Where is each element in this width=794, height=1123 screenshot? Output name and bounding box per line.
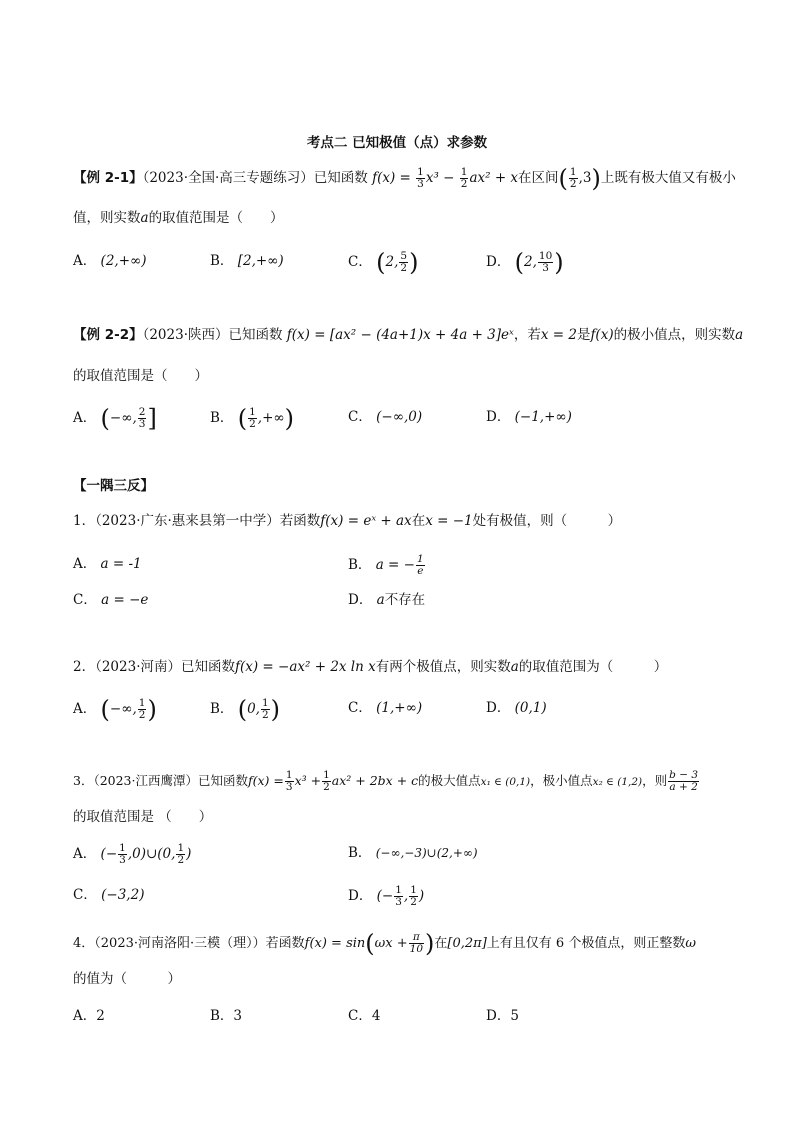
q3-option-d: D． (− $\frac{1}{3}$ , $\frac{1}{2}$ ) bbox=[348, 884, 425, 908]
q1-cond: x = −1 bbox=[425, 513, 473, 529]
q4-line1: 4．（2023·河南洛阳·三模（理））若函数f(x) = sin(ωx + $\frac{\pi}{10}$ )在[0,2π]上有且仅有 6 个极值点，则正整数ω bbox=[73, 929, 696, 958]
q3-option-c: C． (−3,2) bbox=[73, 887, 145, 903]
q2-option-b: B． (0, $\frac{1}{2}$ ) bbox=[210, 695, 281, 724]
q3-c1: x₁ ∈ (0,1) bbox=[480, 776, 531, 788]
q4-option-d: D．5 bbox=[486, 1008, 519, 1024]
q4-number: 4． bbox=[73, 936, 95, 951]
q2-option-c: C． (1,+∞) bbox=[348, 700, 423, 716]
q1-option-a: A． a = -1 bbox=[73, 556, 142, 572]
ex1-source: （2023·全国·高三专题练习）已知函数 bbox=[142, 170, 368, 186]
ex2-mid: ，若 bbox=[513, 327, 541, 343]
q4-interval: [0,2π] bbox=[447, 936, 487, 951]
q4-option-b: B．3 bbox=[210, 1008, 243, 1024]
q1-option-b: B． a = − $\frac{1}{e}$ bbox=[348, 553, 424, 577]
ex2-label: 【例 2-2】 bbox=[73, 327, 143, 343]
q3-option-b: B． (−∞,−3)∪(2,+∞) bbox=[348, 845, 478, 861]
ex2-tail: 的极小值点，则实数 bbox=[613, 327, 736, 343]
q3-source: （2023·江西鹰潭）已知函数 bbox=[93, 773, 248, 788]
ex2-line2: 的取值范围是（ ） bbox=[73, 368, 208, 384]
page-title: 考点二 已知极值（点）求参数 bbox=[306, 135, 488, 151]
ex2-option-b: B． ( $\frac{1}{2}$ ,+∞) bbox=[210, 404, 295, 433]
ex1-a: a bbox=[140, 210, 149, 226]
q4-mid: 在 bbox=[434, 936, 448, 951]
q4-option-a: A．2 bbox=[73, 1008, 105, 1024]
q1-tail: 处有极值，则（ ） bbox=[472, 513, 622, 529]
q3-term1: x³ + bbox=[294, 773, 322, 788]
ex2-expr: f(x) = [ax² − (4a+1)x + 4a + 3]eˣ bbox=[286, 327, 514, 343]
q3-line2: 的取值范围是 （ ） bbox=[73, 809, 213, 825]
ex1-line2 bbox=[73, 208, 284, 228]
q3-t3: ，则 bbox=[642, 773, 668, 788]
q4-option-c: C．4 bbox=[348, 1008, 381, 1024]
ex2-mid2: 是 bbox=[576, 327, 591, 343]
q1-number: 1． bbox=[73, 513, 96, 529]
ex1-line2-tail: 的取值范围是（ ） bbox=[148, 210, 284, 226]
q4-fx: f(x) = sin bbox=[304, 936, 366, 951]
q3-number: 3． bbox=[73, 773, 94, 788]
ex2-fx: f(x) bbox=[590, 327, 614, 343]
q2-source: （2023·河南）已知函数 bbox=[95, 659, 235, 675]
q3-t2: ，极小值点 bbox=[530, 773, 593, 788]
q2-tail: 有两个极值点，则实数 bbox=[375, 659, 511, 675]
ex1-line1: 【例 2-1】（2023·全国·高三专题练习）已知函数 f(x) = $\frac{1}{3}$ x³ − $\frac{1}{2}$ ax² + x在区间( $\frac{1}{2}$ ,3)上既有极大值又有极小 bbox=[73, 164, 736, 193]
ex2-source: （2023·陕西）已知函数 bbox=[142, 327, 283, 343]
section-heading: 【一隅三反】 bbox=[73, 478, 154, 494]
q3-term2: ax² + 2bx + c bbox=[331, 773, 419, 788]
q1-source: （2023·广东·惠来县第一中学）若函数 bbox=[95, 513, 321, 529]
ex1-frac2: $\frac{1}{2}$ bbox=[460, 166, 468, 190]
q4-source: （2023·河南洛阳·三模（理））若函数 bbox=[94, 936, 305, 951]
q2-number: 2． bbox=[73, 659, 96, 675]
q3-option-a: A． (− $\frac{1}{3}$ ,0)∪(0, $\frac{1}{2}$ ) bbox=[73, 842, 192, 866]
q3-line1: 3．（2023·江西鹰潭）已知函数f(x) = $\frac{1}{3}$ x³ + $\frac{1}{2}$ ax² + 2bx + c的极大值点x₁ ∈ (0,1)，极小值点x₂ ∈ (1,2)，则 $\frac{b - 3}{a + 2}$ bbox=[73, 769, 699, 793]
ex2-option-a: A． (−∞, $\frac{2}{3}$ ] bbox=[73, 404, 157, 433]
ex1-fx: f(x) = bbox=[372, 170, 411, 186]
ex1-label: 【例 2-1】 bbox=[73, 170, 143, 186]
ex1-frac1: $\frac{1}{3}$ bbox=[417, 166, 424, 190]
ex2-cond: x = 2 bbox=[540, 327, 577, 343]
ex1-option-c: C． (2, $\frac{5}{2}$ ) bbox=[348, 248, 419, 277]
q1-option-c: C． a = −e bbox=[73, 592, 149, 608]
ex1-option-a: A． (2,+∞) bbox=[73, 253, 147, 269]
ex1-tail: 上既有极大值又有极小 bbox=[600, 170, 736, 186]
q3-c2: x₂ ∈ (1,2) bbox=[592, 776, 643, 788]
q4-omega: ω bbox=[685, 936, 696, 951]
q1-mid: 在 bbox=[411, 513, 426, 529]
ex2-a: a bbox=[735, 327, 744, 343]
q1-expr: f(x) = eˣ + ax bbox=[320, 513, 412, 529]
q2-line1 bbox=[73, 657, 667, 677]
q2-a: a bbox=[510, 659, 519, 675]
q2-expr: f(x) = −ax² + 2x ln x bbox=[235, 659, 376, 675]
q2-option-a: A． (−∞, $\frac{1}{2}$ ) bbox=[73, 695, 157, 724]
q4-tail: 上有且仅有 6 个极值点，则正整数 bbox=[486, 936, 686, 951]
q1-line1 bbox=[73, 511, 621, 531]
ex1-line2-text: 值，则实数 bbox=[73, 210, 141, 226]
q3-fx: f(x) = bbox=[248, 773, 284, 788]
q4-line2: 的值为（ ） bbox=[73, 971, 181, 987]
ex2-line1 bbox=[73, 325, 743, 345]
ex1-term2: ax² + x bbox=[469, 170, 519, 186]
ex1-term1: x³ − bbox=[425, 170, 455, 186]
ex1-int-right: ,3 bbox=[578, 170, 592, 186]
q1-option-d: D． a不存在 bbox=[348, 592, 426, 608]
ex2-option-c: C． (−∞,0) bbox=[348, 409, 423, 425]
q4-inner: ωx + bbox=[374, 936, 408, 951]
q3-t1: 的极大值点 bbox=[418, 773, 481, 788]
ex1-option-d: D． (2, $\frac{10}{3}$ ) bbox=[486, 248, 564, 277]
ex1-interval-text: 在区间 bbox=[518, 170, 559, 186]
q2-tail2: 的取值范围为（ ） bbox=[518, 659, 668, 675]
q2-option-d: D． (0,1) bbox=[486, 700, 547, 716]
ex1-int-frac: $\frac{1}{2}$ bbox=[569, 166, 577, 190]
ex2-option-d: D． (−1,+∞) bbox=[486, 409, 572, 425]
ex1-option-b: B． [2,+∞) bbox=[210, 253, 284, 269]
